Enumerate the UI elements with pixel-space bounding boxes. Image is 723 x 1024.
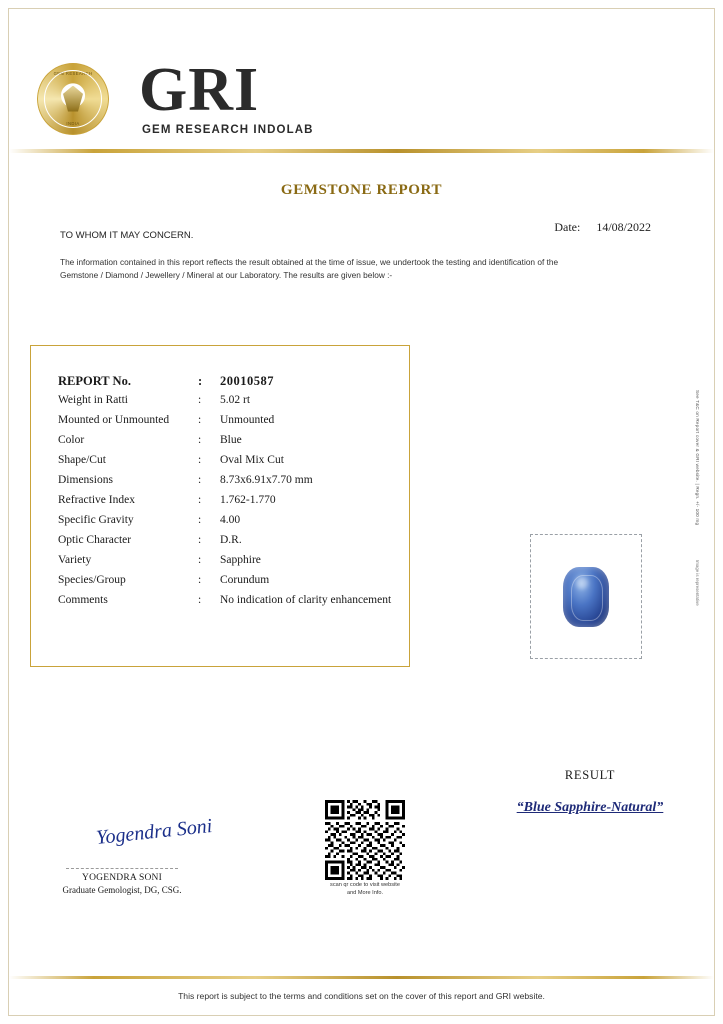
seal-bottom-label: INDIA <box>66 120 80 126</box>
detail-colon: : <box>198 494 202 506</box>
date-value: 14/08/2022 <box>596 220 651 234</box>
detail-colon: : <box>198 514 202 526</box>
detail-label: Color <box>58 434 85 446</box>
addressee-text: TO WHOM IT MAY CONCERN. <box>60 230 194 241</box>
intro-paragraph: The information contained in this report reflects the result obtained at the time of issue, we undertook the testing and identification of the Gemstone / Diamond / Jewellery / Mineral at our Laboratory. The results are given below :- <box>60 257 559 280</box>
qr-code[interactable] <box>325 800 405 880</box>
gemstone-image-box <box>530 534 642 659</box>
detail-colon: : <box>198 474 202 486</box>
detail-label: Specific Gravity <box>58 514 134 526</box>
signature-line <box>66 868 178 869</box>
detail-row-report-no <box>58 374 458 394</box>
detail-value: Corundum <box>220 574 270 586</box>
detail-colon: : <box>198 554 202 566</box>
detail-value: Sapphire <box>220 554 261 566</box>
detail-colon: : <box>198 374 203 388</box>
detail-label: Shape/Cut <box>58 454 106 466</box>
detail-label: Refractive Index <box>58 494 135 506</box>
detail-row-variety <box>58 554 458 574</box>
detail-colon: : <box>198 414 202 426</box>
detail-value: No indication of clarity enhancement <box>220 594 392 606</box>
footer-divider <box>9 976 714 979</box>
detail-label: Mounted or Unmounted <box>58 414 170 426</box>
brand-text <box>139 56 314 136</box>
detail-value: 4.00 <box>220 514 241 526</box>
brand-logo <box>37 56 314 136</box>
detail-row-refractive-index <box>58 494 458 514</box>
signatory-title: Graduate Gemologist, DG, CSG. <box>62 885 182 895</box>
detail-value: D.R. <box>220 534 242 546</box>
detail-value: 20010587 <box>220 374 274 388</box>
detail-row-mounted <box>58 414 458 434</box>
report-header <box>9 9 714 151</box>
detail-row-color <box>58 434 458 454</box>
detail-colon: : <box>198 454 202 466</box>
signature-script: Yogendra Soni <box>95 814 214 850</box>
footer-note: This report is subject to the terms and conditions set on the cover of this report and GRI website. <box>178 991 545 1001</box>
detail-label: Dimensions <box>58 474 113 486</box>
brand-name: GRI <box>139 56 260 124</box>
header-divider <box>9 149 714 153</box>
qr-caption <box>313 881 417 897</box>
detail-row-shape-cut <box>58 454 458 474</box>
detail-row-dimensions <box>58 474 458 494</box>
side-note-terms: See T&C on Report cover & GRI website. | Regn. +/- 100 mg <box>695 390 700 526</box>
side-note-image: Image is representative <box>695 560 700 606</box>
detail-value: Blue <box>220 434 242 446</box>
detail-value: Oval Mix Cut <box>220 454 284 466</box>
details-list <box>58 374 458 614</box>
detail-row-comments <box>58 594 458 614</box>
seal-top-label: GEM RESEARCH <box>53 70 93 76</box>
detail-value: 8.73x6.91x7.70 mm <box>220 474 313 486</box>
detail-row-weight <box>58 394 458 414</box>
detail-label: Optic Character <box>58 534 132 546</box>
brand-subtitle: GEM RESEARCH INDOLAB <box>142 124 314 136</box>
detail-value: Unmounted <box>220 414 275 426</box>
gri-seal-icon <box>37 63 109 135</box>
detail-label: REPORT No. <box>58 374 131 388</box>
date-row <box>554 220 651 235</box>
detail-colon: : <box>198 394 202 406</box>
detail-colon: : <box>198 574 202 586</box>
blue-sapphire-gem-icon <box>563 567 609 627</box>
qr-code-icon[interactable] <box>325 800 405 880</box>
page-title: GEMSTONE REPORT <box>280 182 443 198</box>
detail-label: Weight in Ratti <box>58 394 128 406</box>
detail-row-optic-character <box>58 534 458 554</box>
date-label: Date: <box>554 220 581 234</box>
result-label: RESULT <box>564 768 616 782</box>
result-value: “Blue Sapphire-Natural” <box>516 800 664 815</box>
detail-colon: : <box>198 594 202 606</box>
detail-label: Species/Group <box>58 574 126 586</box>
qr-caption-line2: and More Info. <box>346 890 384 896</box>
seal-gem-icon <box>63 86 83 112</box>
detail-value: 5.02 rt <box>220 394 251 406</box>
detail-colon: : <box>198 434 202 446</box>
detail-colon: : <box>198 534 202 546</box>
detail-label: Variety <box>58 554 92 566</box>
signatory-name: YOGENDRA SONI <box>82 873 162 883</box>
detail-row-specific-gravity <box>58 514 458 534</box>
detail-label: Comments <box>58 594 108 606</box>
qr-caption-line1: scan qr code to visit website <box>330 882 400 888</box>
detail-value: 1.762-1.770 <box>220 494 276 506</box>
detail-row-species-group <box>58 574 458 594</box>
